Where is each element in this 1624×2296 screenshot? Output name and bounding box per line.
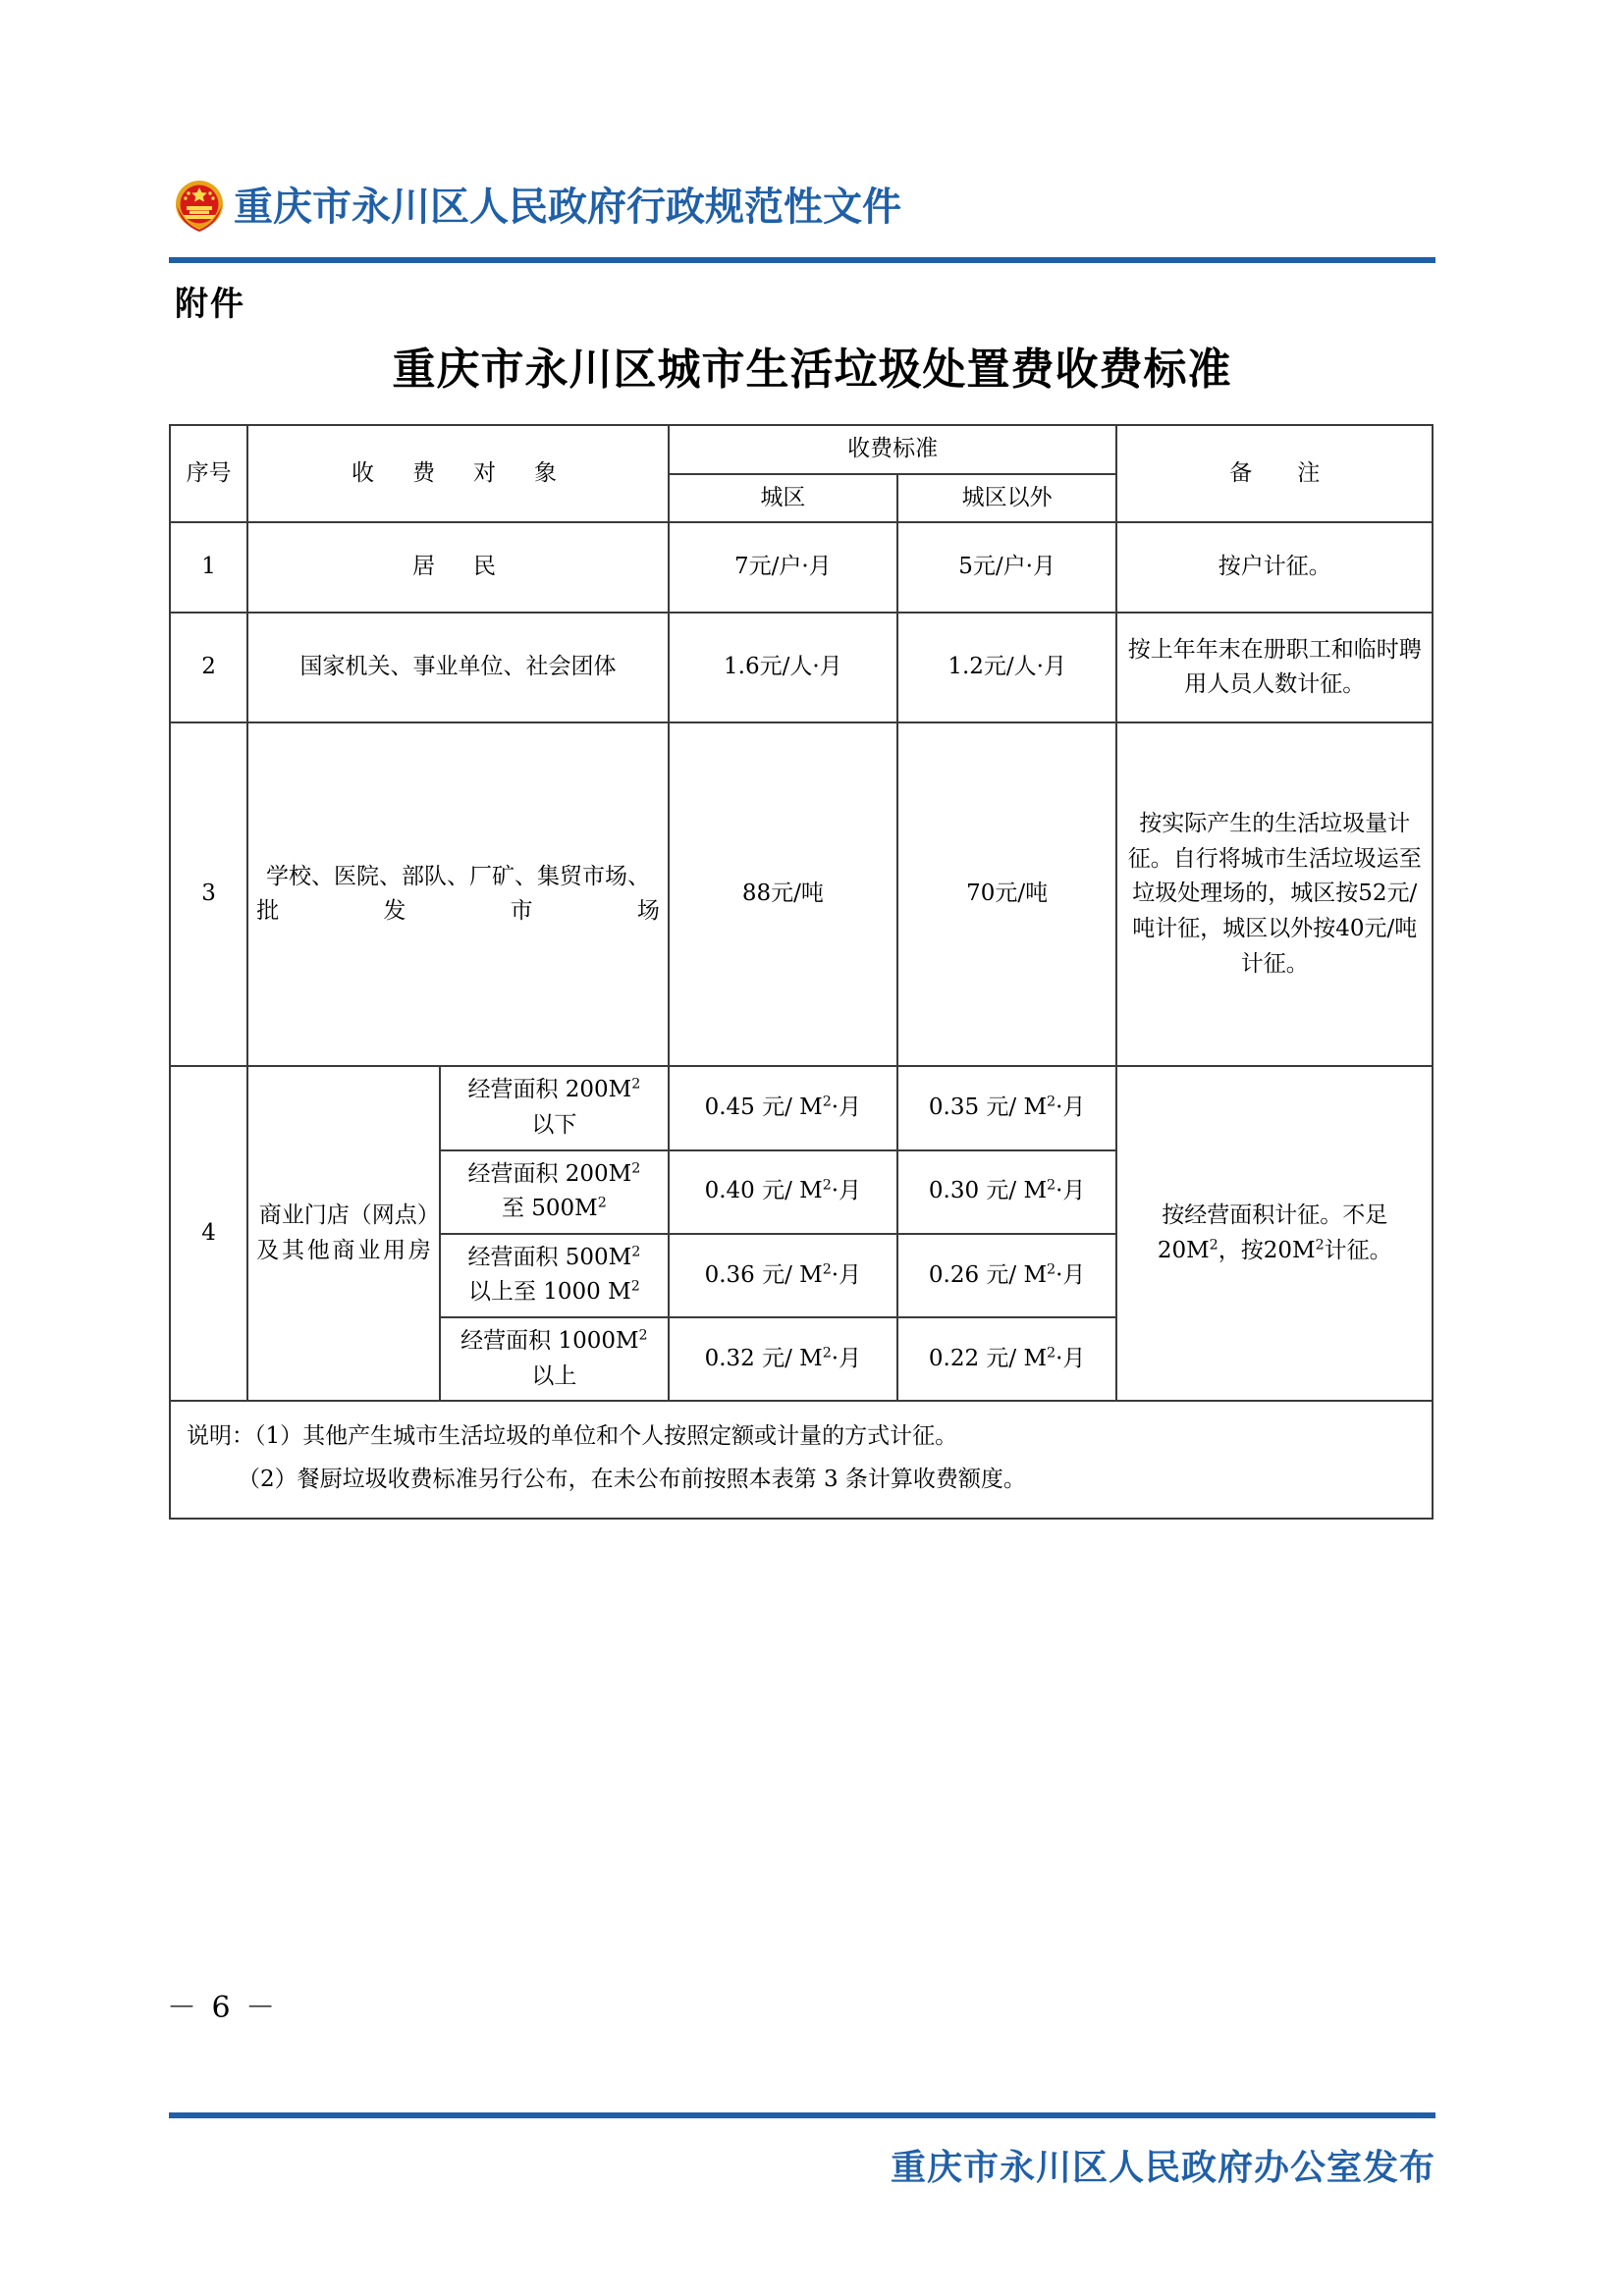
row-city-rate: 1.6元/人·月	[669, 613, 897, 722]
rate-tail: ·月	[1056, 1095, 1086, 1121]
row-serial: 4	[170, 1066, 247, 1401]
rate-number: 0.35	[928, 1095, 980, 1121]
superscript: 2	[822, 1177, 832, 1194]
row-serial: 1	[170, 522, 247, 613]
rate-number: 0.40	[704, 1178, 755, 1204]
subrow-desc-part-b: 以上至 1000 M	[467, 1279, 631, 1306]
row-remark: 按上年年末在册职工和临时聘用人员人数计征。	[1116, 613, 1433, 722]
rate-unit: 元/ M	[762, 1261, 823, 1288]
row-outside-rate: 70元/吨	[897, 722, 1117, 1066]
header-object-label: 收 费 对 象	[352, 459, 566, 486]
subrow-desc-part-b: 以上	[531, 1362, 577, 1389]
subrow-city-rate	[669, 1317, 897, 1401]
rate-tail: ·月	[831, 1345, 862, 1371]
rate-tail: ·月	[831, 1261, 862, 1288]
rate-tail: ·月	[831, 1095, 862, 1121]
row-object: 国家机关、事业单位、社会团体	[247, 613, 669, 722]
row-outside-rate: 5元/户·月	[897, 522, 1117, 613]
header-city-label: 城区	[760, 484, 806, 510]
superscript: 2	[597, 1195, 607, 1211]
subrow-city-rate	[669, 1234, 897, 1317]
superscript: 2	[1047, 1345, 1056, 1362]
page-title: 重庆市永川区城市生活垃圾处置费收费标准	[392, 345, 1232, 395]
rate-tail: ·月	[1056, 1345, 1086, 1371]
header-serial	[170, 425, 247, 522]
rate-unit: 元/ M	[986, 1095, 1048, 1121]
page-number: － 6 －	[167, 1991, 279, 2025]
superscript: 2	[822, 1094, 832, 1110]
table-row	[170, 522, 1433, 613]
superscript: 2	[822, 1345, 832, 1362]
superscript: 2	[1047, 1177, 1056, 1194]
row-remark: 按户计征。	[1116, 522, 1433, 613]
footnote-line-1: 说明：（1）其他产生城市生活垃圾的单位和个人按照定额或计量的方式计征。	[187, 1423, 958, 1450]
rate-unit: 元/ M	[986, 1178, 1048, 1204]
subrow-desc-part-a: 经营面积 200M	[467, 1077, 632, 1103]
national-emblem-icon	[169, 177, 230, 238]
remark-prefix: 按经营面积计征。不足	[1162, 1202, 1388, 1229]
attachment-label: 附件	[175, 285, 245, 324]
superscript: 2	[1047, 1261, 1056, 1277]
row-city-rate: 7元/户·月	[669, 522, 897, 613]
header-standard	[669, 425, 1117, 474]
footer-publisher: 重庆市永川区人民政府办公室发布	[890, 2148, 1435, 2188]
subrow-outside-rate	[897, 1150, 1117, 1234]
subrow-outside-rate	[897, 1066, 1117, 1149]
superscript: 2	[1209, 1237, 1218, 1254]
superscript: 2	[1315, 1237, 1325, 1254]
rate-tail: ·月	[1056, 1178, 1086, 1204]
rate-number: 0.32	[704, 1345, 755, 1371]
footnotes-cell	[170, 1401, 1433, 1518]
footnote-line-2: （2）餐厨垃圾收费标准另行公布，在未公布前按照本表第 3 条计算收费额度。	[238, 1467, 1026, 1493]
rate-unit: 元/ M	[762, 1095, 823, 1121]
rate-number: 0.22	[928, 1345, 980, 1371]
table-row	[170, 613, 1433, 722]
rate-tail: ·月	[1056, 1261, 1086, 1288]
superscript: 2	[631, 1159, 641, 1176]
row-object: 学校、医院、部队、厂矿、集贸市场、批发市场	[247, 722, 669, 1066]
row-serial: 2	[170, 613, 247, 722]
rate-unit: 元/ M	[986, 1261, 1048, 1288]
row-city-rate: 88元/吨	[669, 722, 897, 1066]
rate-unit: 元/ M	[762, 1178, 823, 1204]
remark-unit: 20M	[1263, 1237, 1316, 1263]
remark-unit: 20M	[1157, 1237, 1210, 1263]
row-remark: 按实际产生的生活垃圾量计征。自行将城市生活垃圾运至垃圾处理场的，城区按52元/吨计征，城区以外按40元/吨计征。	[1116, 722, 1433, 1066]
header-city	[669, 474, 897, 523]
row-remark	[1116, 1066, 1433, 1401]
footer-rule	[169, 2112, 1435, 2118]
header-serial-label: 序号	[186, 459, 232, 486]
table-row	[170, 1066, 1433, 1149]
superscript: 2	[822, 1261, 832, 1277]
header-standard-label: 收费标准	[847, 436, 939, 461]
table-row	[170, 722, 1433, 1066]
row-serial: 3	[170, 722, 247, 1066]
subrow-desc-part-a: 经营面积 200M	[467, 1160, 632, 1187]
masthead-title: 重庆市永川区人民政府行政规范性文件	[234, 185, 901, 230]
subrow-desc-part-b: 至 500M	[501, 1196, 598, 1222]
header-object	[247, 425, 669, 522]
subrow-area-desc	[440, 1066, 669, 1149]
header-rule	[169, 257, 1435, 263]
masthead	[169, 169, 1435, 245]
subrow-outside-rate	[897, 1234, 1117, 1317]
subrow-desc-part-a: 经营面积 500M	[467, 1244, 632, 1270]
subrow-city-rate	[669, 1066, 897, 1149]
subrow-city-rate	[669, 1150, 897, 1234]
superscript: 2	[631, 1076, 641, 1093]
header-outside	[897, 474, 1117, 523]
rate-number: 0.26	[928, 1261, 980, 1288]
subrow-area-desc	[440, 1234, 669, 1317]
subrow-area-desc	[440, 1317, 669, 1401]
fee-standard-table	[169, 424, 1434, 1520]
superscript: 2	[630, 1278, 640, 1295]
rate-number: 0.45	[704, 1095, 755, 1121]
row-object: 居 民	[247, 522, 669, 613]
header-remark-label: 备 注	[1229, 459, 1321, 486]
table-footnotes-row	[170, 1401, 1433, 1518]
rate-unit: 元/ M	[986, 1345, 1048, 1371]
subrow-desc-part-b: 以下	[531, 1111, 577, 1138]
subrow-desc-part-a: 经营面积 1000M	[460, 1328, 639, 1355]
table-header-row-1	[170, 425, 1433, 474]
row-object: 商业门店（网点）及其他商业用房	[247, 1066, 440, 1401]
rate-number: 0.30	[928, 1178, 980, 1204]
subrow-area-desc	[440, 1150, 669, 1234]
header-remark	[1116, 425, 1433, 522]
subrow-outside-rate	[897, 1317, 1117, 1401]
row-outside-rate: 1.2元/人·月	[897, 613, 1117, 722]
rate-tail: ·月	[831, 1178, 862, 1204]
superscript: 2	[638, 1327, 648, 1344]
header-outside-label: 城区以外	[961, 484, 1053, 510]
rate-unit: 元/ M	[762, 1345, 823, 1371]
rate-number: 0.36	[704, 1261, 755, 1288]
superscript: 2	[631, 1244, 641, 1260]
remark-suffix: 计征。	[1324, 1237, 1392, 1263]
remark-mid: ，按	[1218, 1237, 1264, 1263]
superscript: 2	[1047, 1094, 1056, 1110]
